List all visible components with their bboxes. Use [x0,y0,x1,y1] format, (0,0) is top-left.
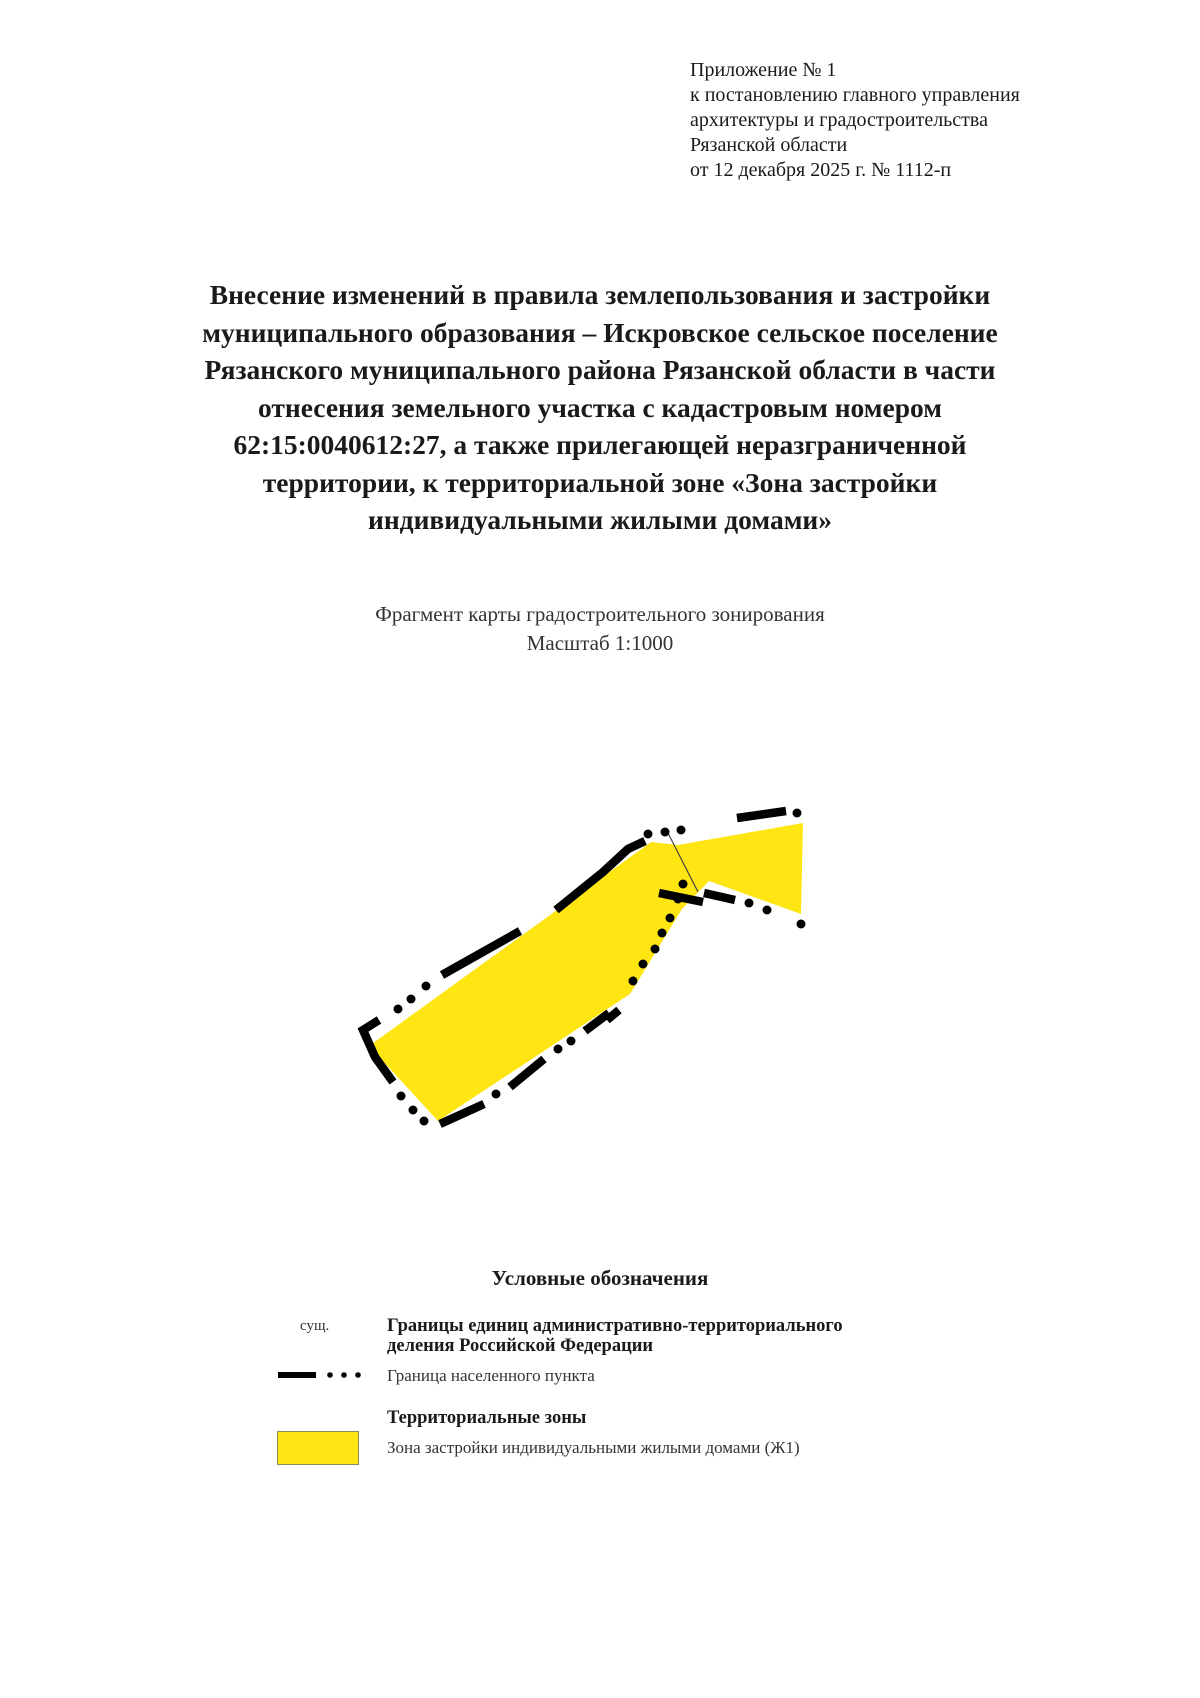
annex-line: Приложение № 1 [690,59,837,81]
annex-line: Рязанской области [690,134,848,156]
legend-admin-boundaries [387,1316,843,1356]
annex-line: от 12 декабря 2025 г. № 1112-п [690,159,952,181]
legend-settlement-line-sample [278,1370,370,1380]
map-caption-block [100,600,1100,658]
legend-zones-heading: Территориальные зоны [387,1408,587,1428]
map-scale: Масштаб 1:1000 [526,631,674,655]
title-line: Рязанского муниципального района Рязанской области в части [204,354,996,385]
settlement-boundary [363,811,786,1124]
legend-title: Условные обозначения [491,1266,709,1290]
legend-existing-label: сущ. [300,1318,330,1334]
legend-zone-swatch [277,1431,359,1465]
title-line: муниципального образования – Искровское сельское поселение [202,316,998,348]
legend-admin-line: деления Российской Федерации [387,1336,654,1356]
settlement-boundary-dots [394,809,806,1126]
annex-block [690,58,1020,183]
map-caption: Фрагмент карты градостроительного зонирования [375,602,825,626]
title-line: Внесение изменений в правила землепользования и застройки [209,279,991,310]
parcel-boundary-line [668,833,698,892]
annex-line: архитектуры и градостроительства [690,109,988,131]
title-line: отнесения земельного участка с кадастровым номером [258,391,942,423]
legend-admin-line: Границы единиц административно-территориального [387,1316,843,1336]
title-line: территории, к территориальной зоне «Зона застройки [262,466,938,498]
title-line: 62:15:0040612:27, а также прилегающей неразграниченной [233,429,967,460]
zone-zh1-area [369,823,803,1121]
annex-line: к постановлению главного управления [690,84,1020,106]
legend-zone-label: Зона застройки индивидуальными жилыми домами (Ж1) [387,1438,800,1457]
document-title [100,276,1100,539]
legend-settlement-boundary: Граница населенного пункта [387,1366,595,1385]
title-line: индивидуальными жилыми домами» [367,504,833,535]
